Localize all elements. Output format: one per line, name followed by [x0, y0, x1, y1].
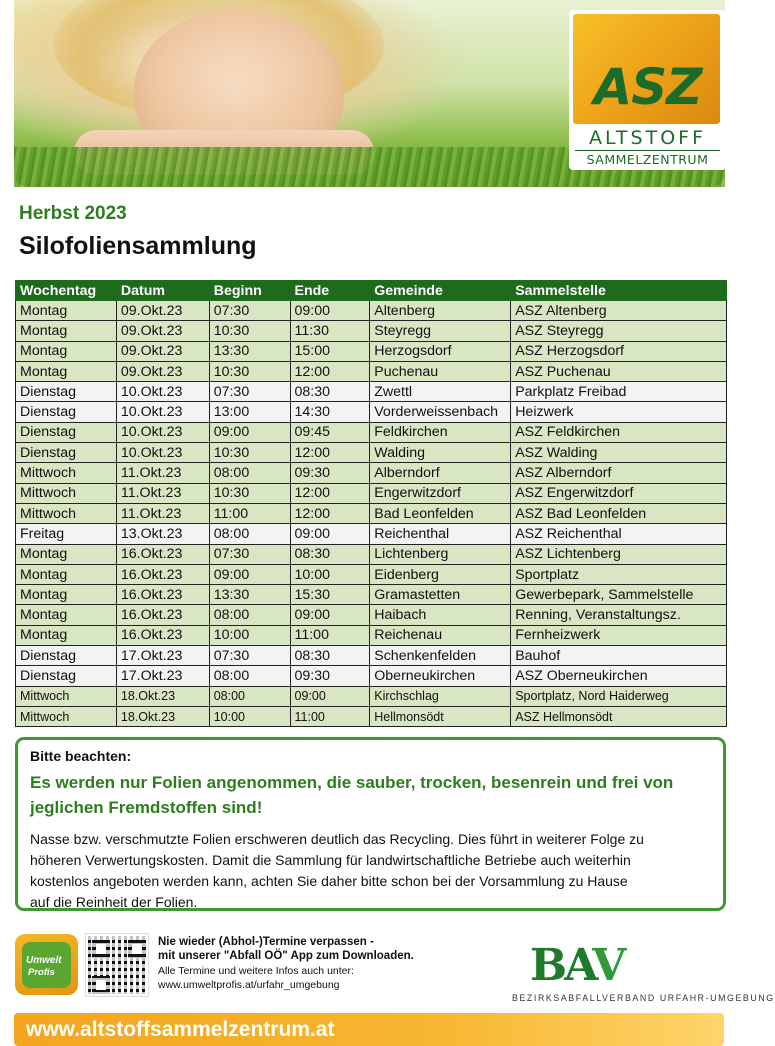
- cell-ende: 08:30: [290, 382, 370, 402]
- cell-datum: 09.Okt.23: [116, 301, 209, 321]
- cell-ende: 09:00: [290, 605, 370, 625]
- cell-sammelstelle: Sportplatz: [511, 564, 727, 584]
- cell-datum: 16.Okt.23: [116, 585, 209, 605]
- table-row: [16, 341, 727, 361]
- cell-sammelstelle: Bauhof: [511, 646, 727, 666]
- cell-wochentag: Montag: [16, 341, 117, 361]
- cell-ende: 12:00: [290, 443, 370, 463]
- table-row: [16, 605, 727, 625]
- cell-datum: 13.Okt.23: [116, 524, 209, 544]
- notice-emphasis-line: Es werden nur Folien angenommen, die sauber, trocken, besenrein und frei von: [30, 773, 674, 792]
- cell-gemeinde: Vorderweissenbach: [370, 402, 511, 422]
- cell-wochentag: Mittwoch: [16, 686, 117, 706]
- table-row: [16, 402, 727, 422]
- cell-beginn: 10:30: [209, 483, 290, 503]
- app-promo-link[interactable]: www.umweltprofis.at/urfahr_umgebung: [158, 979, 340, 991]
- cell-wochentag: Montag: [16, 625, 117, 645]
- cell-beginn: 07:30: [209, 646, 290, 666]
- cell-datum: 11.Okt.23: [116, 483, 209, 503]
- notice-box: [15, 737, 726, 911]
- table-body: [16, 301, 727, 727]
- cell-ende: 09:45: [290, 422, 370, 442]
- bav-logo: [530, 940, 630, 990]
- qr-code-icon[interactable]: [86, 934, 148, 996]
- cell-beginn: 07:30: [209, 382, 290, 402]
- cell-wochentag: Montag: [16, 301, 117, 321]
- table-header-row: [16, 281, 727, 301]
- table-row: [16, 544, 727, 564]
- cell-sammelstelle: ASZ Herzogsdorf: [511, 341, 727, 361]
- table-row: [16, 524, 727, 544]
- bav-logo-letter: B: [530, 940, 565, 991]
- cell-beginn: 09:00: [209, 564, 290, 584]
- notice-body-line: auf die Reinheit der Folien.: [30, 894, 198, 910]
- cell-ende: 09:00: [290, 686, 370, 706]
- cell-datum: 09.Okt.23: [116, 321, 209, 341]
- cell-ende: 09:00: [290, 524, 370, 544]
- cell-wochentag: Mittwoch: [16, 483, 117, 503]
- cell-beginn: 08:00: [209, 686, 290, 706]
- cell-ende: 12:00: [290, 503, 370, 523]
- cell-datum: 16.Okt.23: [116, 564, 209, 584]
- column-header-datum: Datum: [116, 281, 209, 301]
- table-row: [16, 666, 727, 686]
- cell-gemeinde: Reichenau: [370, 625, 511, 645]
- cell-gemeinde: Gramastetten: [370, 585, 511, 605]
- column-header-ende: Ende: [290, 281, 370, 301]
- cell-gemeinde: Reichenthal: [370, 524, 511, 544]
- table-row: [16, 483, 727, 503]
- cell-ende: 09:00: [290, 301, 370, 321]
- app-promo-line: Alle Termine und weitere Infos auch unter:: [158, 965, 354, 977]
- cell-datum: 09.Okt.23: [116, 361, 209, 381]
- table-row: [16, 646, 727, 666]
- cell-gemeinde: Puchenau: [370, 361, 511, 381]
- cell-datum: 10.Okt.23: [116, 422, 209, 442]
- umweltprofis-app-icon[interactable]: [15, 934, 78, 995]
- cell-ende: 11:00: [290, 706, 370, 726]
- cell-gemeinde: Bad Leonfelden: [370, 503, 511, 523]
- cell-beginn: 08:00: [209, 666, 290, 686]
- cell-wochentag: Dienstag: [16, 646, 117, 666]
- footer-bar: [14, 1013, 724, 1046]
- cell-beginn: 13:30: [209, 341, 290, 361]
- cell-sammelstelle: ASZ Bad Leonfelden: [511, 503, 727, 523]
- cell-datum: 10.Okt.23: [116, 382, 209, 402]
- cell-ende: 15:30: [290, 585, 370, 605]
- cell-ende: 11:30: [290, 321, 370, 341]
- cell-ende: 09:30: [290, 463, 370, 483]
- cell-beginn: 10:30: [209, 321, 290, 341]
- cell-wochentag: Dienstag: [16, 666, 117, 686]
- cell-datum: 09.Okt.23: [116, 341, 209, 361]
- cell-wochentag: Montag: [16, 544, 117, 564]
- cell-gemeinde: Alberndorf: [370, 463, 511, 483]
- cell-sammelstelle: ASZ Alberndorf: [511, 463, 727, 483]
- table-row: [16, 503, 727, 523]
- cell-sammelstelle: ASZ Oberneukirchen: [511, 666, 727, 686]
- asz-logo-line2: SAMMELZENTRUM: [586, 152, 709, 167]
- notice-body-line: kostenlos angeboten werden kann, achten Sie daher bitte schon bei der Vorsammlung zu Hause: [30, 873, 628, 889]
- asz-logo-rule: [575, 150, 720, 151]
- cell-beginn: 10:30: [209, 443, 290, 463]
- cell-sammelstelle: ASZ Reichenthal: [511, 524, 727, 544]
- bav-logo-letter: A: [564, 940, 593, 991]
- cell-ende: 12:00: [290, 361, 370, 381]
- table-row: [16, 321, 727, 341]
- cell-beginn: 08:00: [209, 463, 290, 483]
- cell-sammelstelle: Sportplatz, Nord Haiderweg: [511, 686, 727, 706]
- column-header-beginn: Beginn: [209, 281, 290, 301]
- season-label: Herbst 2023: [19, 203, 127, 224]
- table-row: [16, 686, 727, 706]
- cell-sammelstelle: Gewerbepark, Sammelstelle: [511, 585, 727, 605]
- cell-sammelstelle: ASZ Engerwitzdorf: [511, 483, 727, 503]
- asz-logo-mark: ASZ: [593, 58, 702, 116]
- app-promo-text: [158, 935, 448, 992]
- asz-logo-line1: ALTSTOFF: [588, 127, 707, 149]
- cell-wochentag: Mittwoch: [16, 503, 117, 523]
- cell-ende: 14:30: [290, 402, 370, 422]
- footer-website-link[interactable]: www.altstoffsammelzentrum.at: [26, 1018, 335, 1041]
- cell-ende: 09:30: [290, 666, 370, 686]
- bav-logo-letter: V: [592, 940, 624, 991]
- notice-body: [30, 829, 711, 913]
- bav-subtitle: BEZIRKSABFALLVERBAND URFAHR-UMGEBUNG: [512, 993, 775, 1003]
- table-row: [16, 585, 727, 605]
- cell-sammelstelle: ASZ Feldkirchen: [511, 422, 727, 442]
- cell-wochentag: Dienstag: [16, 382, 117, 402]
- app-icon-label: Umwelt: [26, 955, 62, 966]
- cell-wochentag: Mittwoch: [16, 706, 117, 726]
- cell-datum: 11.Okt.23: [116, 463, 209, 483]
- page-title: Silofoliensammlung: [19, 232, 257, 260]
- cell-gemeinde: Steyregg: [370, 321, 511, 341]
- cell-datum: 16.Okt.23: [116, 605, 209, 625]
- cell-wochentag: Dienstag: [16, 443, 117, 463]
- cell-gemeinde: Engerwitzdorf: [370, 483, 511, 503]
- cell-datum: 11.Okt.23: [116, 503, 209, 523]
- cell-gemeinde: Oberneukirchen: [370, 666, 511, 686]
- notice-emphasis: [30, 770, 711, 820]
- app-icon-label: Profis: [28, 967, 55, 978]
- cell-datum: 17.Okt.23: [116, 666, 209, 686]
- header-photo: [14, 0, 725, 187]
- cell-wochentag: Dienstag: [16, 402, 117, 422]
- table-row: [16, 443, 727, 463]
- cell-datum: 16.Okt.23: [116, 625, 209, 645]
- table-row: [16, 625, 727, 645]
- table-row: [16, 564, 727, 584]
- cell-datum: 18.Okt.23: [116, 686, 209, 706]
- cell-beginn: 13:30: [209, 585, 290, 605]
- app-promo-line: Nie wieder (Abhol-)Termine verpassen -: [158, 936, 374, 948]
- cell-gemeinde: Eidenberg: [370, 564, 511, 584]
- cell-gemeinde: Kirchschlag: [370, 686, 511, 706]
- cell-beginn: 13:00: [209, 402, 290, 422]
- cell-gemeinde: Herzogsdorf: [370, 341, 511, 361]
- cell-beginn: 10:30: [209, 361, 290, 381]
- cell-sammelstelle: ASZ Hellmonsödt: [511, 706, 727, 726]
- cell-sammelstelle: ASZ Puchenau: [511, 361, 727, 381]
- notice-body-line: Nasse bzw. verschmutzte Folien erschweren deutlich das Recycling. Dies führt in weiterer Folge zu: [30, 831, 644, 847]
- cell-gemeinde: Altenberg: [370, 301, 511, 321]
- table-row: [16, 422, 727, 442]
- cell-ende: 10:00: [290, 564, 370, 584]
- cell-ende: 08:30: [290, 646, 370, 666]
- cell-gemeinde: Lichtenberg: [370, 544, 511, 564]
- cell-ende: 08:30: [290, 544, 370, 564]
- cell-sammelstelle: ASZ Altenberg: [511, 301, 727, 321]
- cell-wochentag: Montag: [16, 564, 117, 584]
- cell-gemeinde: Hellmonsödt: [370, 706, 511, 726]
- cell-beginn: 11:00: [209, 503, 290, 523]
- notice-heading: Bitte beachten:: [30, 748, 132, 764]
- cell-ende: 12:00: [290, 483, 370, 503]
- cell-sammelstelle: Renning, Veranstaltungsz.: [511, 605, 727, 625]
- cell-sammelstelle: ASZ Lichtenberg: [511, 544, 727, 564]
- cell-gemeinde: Schenkenfelden: [370, 646, 511, 666]
- cell-datum: 10.Okt.23: [116, 402, 209, 422]
- asz-logo: [569, 10, 726, 170]
- cell-gemeinde: Feldkirchen: [370, 422, 511, 442]
- cell-ende: 11:00: [290, 625, 370, 645]
- cell-beginn: 08:00: [209, 524, 290, 544]
- cell-beginn: 10:00: [209, 625, 290, 645]
- column-header-gemeinde: Gemeinde: [370, 281, 511, 301]
- cell-sammelstelle: ASZ Walding: [511, 443, 727, 463]
- table-row: [16, 382, 727, 402]
- cell-datum: 17.Okt.23: [116, 646, 209, 666]
- cell-beginn: 09:00: [209, 422, 290, 442]
- cell-beginn: 07:30: [209, 301, 290, 321]
- app-promo-line: mit unserer "Abfall OÖ" App zum Downloaden.: [158, 950, 414, 962]
- cell-ende: 15:00: [290, 341, 370, 361]
- cell-sammelstelle: Parkplatz Freibad: [511, 382, 727, 402]
- table-row: [16, 706, 727, 726]
- cell-wochentag: Montag: [16, 585, 117, 605]
- cell-wochentag: Freitag: [16, 524, 117, 544]
- cell-wochentag: Montag: [16, 361, 117, 381]
- notice-emphasis-line: jeglichen Fremdstoffen sind!: [30, 798, 263, 817]
- cell-datum: 16.Okt.23: [116, 544, 209, 564]
- notice-body-line: höheren Verwertungskosten. Damit die Sammlung für landwirtschaftliche Betriebe auch weiterhin: [30, 852, 631, 868]
- cell-beginn: 08:00: [209, 605, 290, 625]
- cell-wochentag: Montag: [16, 321, 117, 341]
- cell-sammelstelle: ASZ Steyregg: [511, 321, 727, 341]
- table-row: [16, 361, 727, 381]
- cell-sammelstelle: Heizwerk: [511, 402, 727, 422]
- table-row: [16, 463, 727, 483]
- column-header-wochentag: Wochentag: [16, 281, 117, 301]
- cell-beginn: 07:30: [209, 544, 290, 564]
- cell-gemeinde: Walding: [370, 443, 511, 463]
- cell-wochentag: Montag: [16, 605, 117, 625]
- cell-wochentag: Dienstag: [16, 422, 117, 442]
- cell-sammelstelle: Fernheizwerk: [511, 625, 727, 645]
- cell-gemeinde: Haibach: [370, 605, 511, 625]
- cell-gemeinde: Zwettl: [370, 382, 511, 402]
- app-icon-inner: [22, 942, 71, 988]
- cell-wochentag: Mittwoch: [16, 463, 117, 483]
- cell-datum: 10.Okt.23: [116, 443, 209, 463]
- cell-datum: 18.Okt.23: [116, 706, 209, 726]
- column-header-sammelstelle: Sammelstelle: [511, 281, 727, 301]
- schedule-table: [15, 280, 727, 727]
- table-row: [16, 301, 727, 321]
- cell-beginn: 10:00: [209, 706, 290, 726]
